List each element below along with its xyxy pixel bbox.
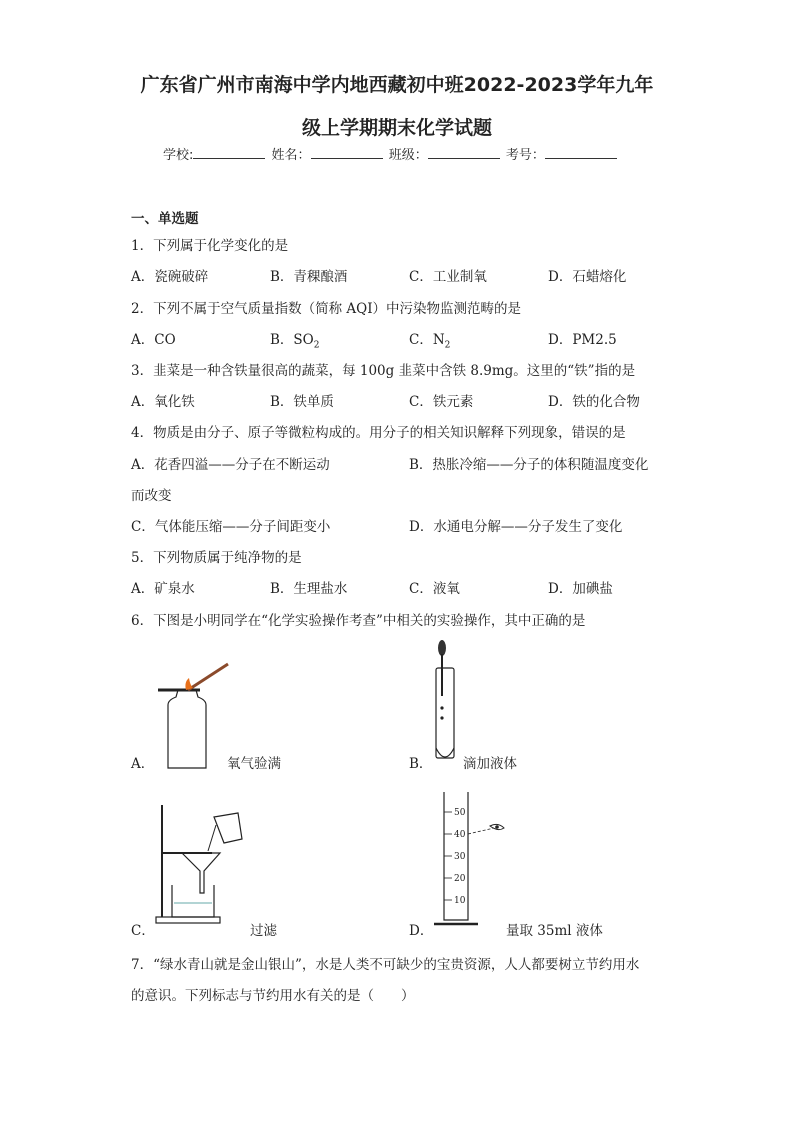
q2-option-b: B．$SO_2$ [270,332,320,351]
question-2-stem: 2．下列不属于空气质量指数（简称 AQI）中污染物监测范畴的是 [131,301,522,317]
q4-option-c: C．气体能压缩——分子间距变小 [131,519,331,535]
question-6-stem: 6．下图是小明同学在“化学实验操作考查”中相关的实验操作，其中正确的是 [131,613,586,629]
q4-option-b: B．热胀冷缩——分子的体积随温度变化 [409,457,649,473]
q1-option-a: A．瓷碗破碎 [131,269,209,285]
q1-option-d: D．石蜡熔化 [548,269,627,285]
q5-option-a: A．矿泉水 [131,581,195,597]
name-blank[interactable] [311,146,383,159]
q1-option-b: B．青稞酿酒 [270,269,348,285]
q3-option-b: B．铁单质 [270,394,334,410]
figure-filtration [150,805,255,930]
q5-option-b: B．生理盐水 [270,581,348,597]
q2-option-c: C．$N_2$ [409,332,451,351]
q6-option-d: D． [409,923,434,939]
q6-caption-d: 量取 35ml 液体 [506,923,603,939]
q2-option-d: D．PM2.5 [548,332,617,348]
q6-option-c: C． [131,923,155,939]
q3-option-a: A．氧化铁 [131,394,195,410]
cylinder-tick-10: 10 [454,896,466,906]
question-1-stem: 1．下列属于化学变化的是 [131,238,289,254]
figure-dropper [428,638,468,768]
q6-caption-c: 过滤 [250,923,277,939]
section-title: 一、单选题 [131,211,199,227]
figure-graduated-cylinder [432,790,512,930]
question-3-stem: 3．韭菜是一种含铁量很高的蔬菜，每 100g 韭菜中含铁 8.9mg。这里的“铁”指的是 [131,363,636,379]
cylinder-tick-40: 40 [454,830,466,840]
exam-title-line1: 广东省广州市南海中学内地西藏初中班2022-2023学年九年 [140,74,654,96]
q6-option-a: A． [131,756,155,772]
school-label: 学校: [163,148,194,163]
q4-option-b-continued: 而改变 [131,488,172,504]
exam-title-line2: 级上学期期末化学试题 [301,117,492,139]
q5-option-c: C．液氧 [409,581,460,597]
q6-caption-b: 滴加液体 [463,756,517,772]
q4-option-a: A．花香四溢——分子在不断运动 [131,457,330,473]
id-blank[interactable] [545,146,617,159]
cylinder-tick-50: 50 [454,808,466,818]
student-info-line [163,144,619,163]
q2-option-a: A．CO [131,332,176,348]
q4-option-d: D．水通电分解——分子发生了变化 [409,519,623,535]
q3-option-c: C．铁元素 [409,394,474,410]
question-7-stem: 7．“绿水青山就是金山银山”，水是人类不可缺少的宝贵资源，人人都要树立节约用水 [131,957,640,973]
question-5-stem: 5．下列物质属于纯净物的是 [131,550,302,566]
school-blank[interactable] [193,146,265,159]
q3-option-d: D．铁的化合物 [548,394,640,410]
name-label: 姓名： [271,148,311,163]
q6-caption-a: 氧气验满 [227,756,281,772]
cylinder-tick-30: 30 [454,852,466,862]
q1-option-c: C．工业制氧 [409,269,487,285]
question-7-stem-line2: 的意识。下列标志与节约用水有关的是（ ） [131,988,415,1004]
class-label: 班级： [388,148,428,163]
id-label: 考号： [505,148,545,163]
q6-option-b: B． [409,756,433,772]
q5-option-d: D．加碘盐 [548,581,613,597]
question-4-stem: 4．物质是由分子、原子等微粒构成的。用分子的相关知识解释下列现象，错误的是 [131,425,626,441]
class-blank[interactable] [428,146,500,159]
cylinder-tick-20: 20 [454,874,466,884]
